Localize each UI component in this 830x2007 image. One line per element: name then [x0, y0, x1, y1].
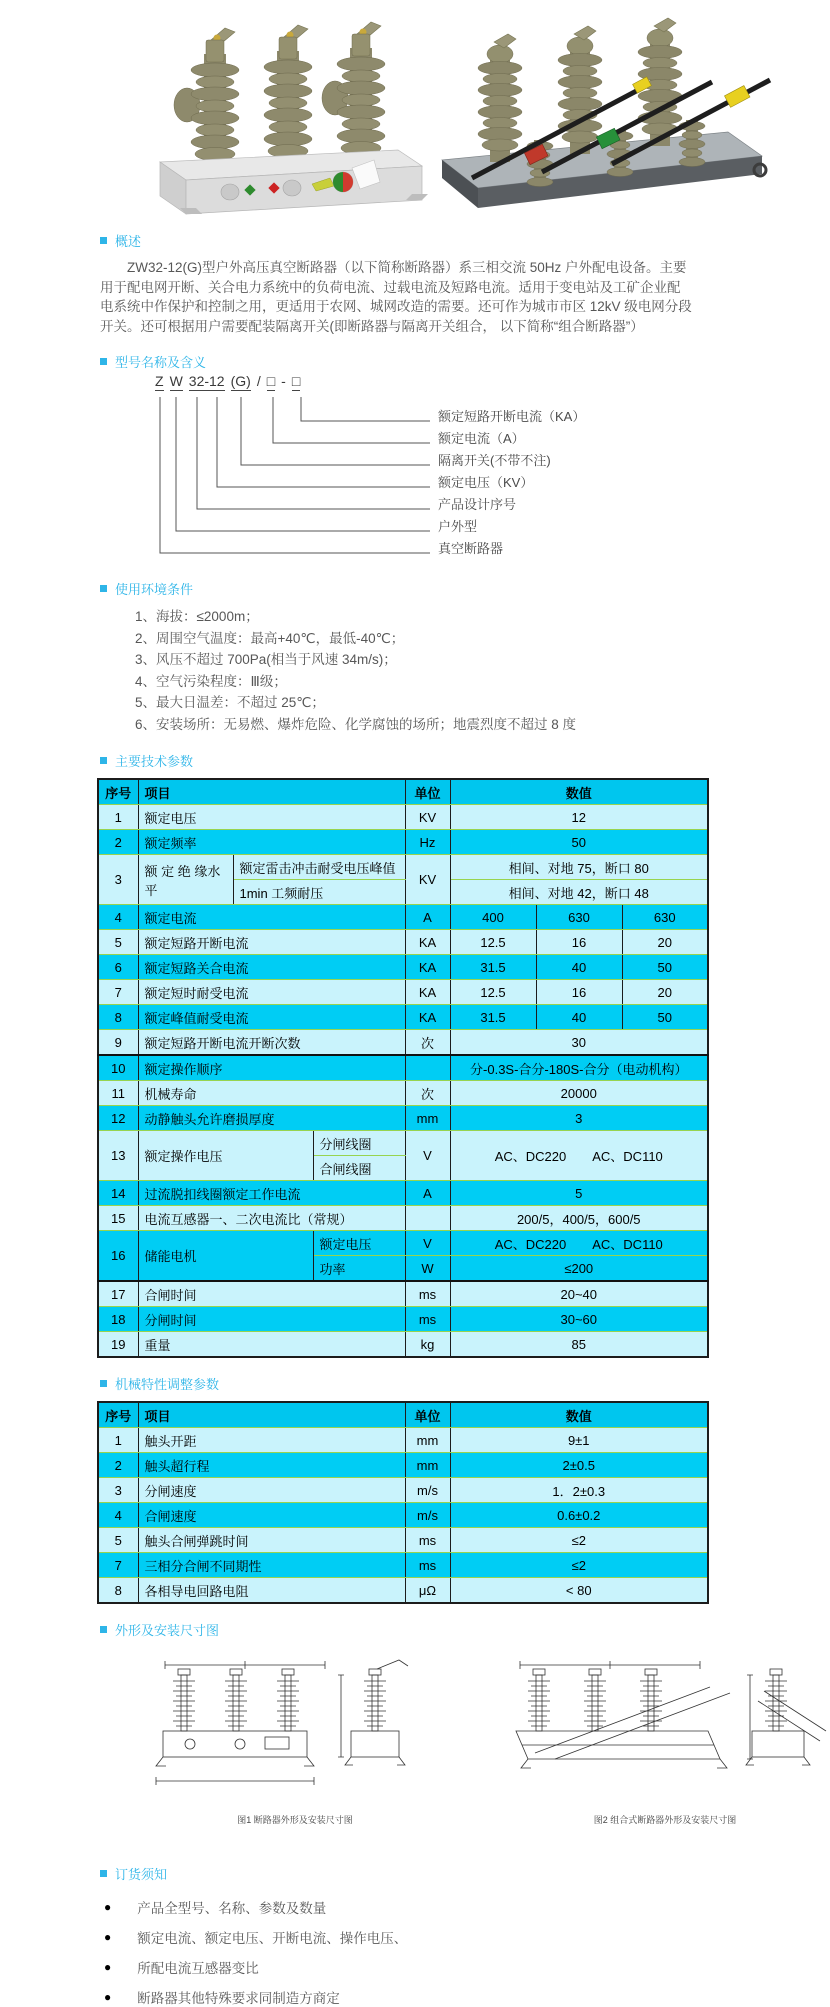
table-header-cell: 项目 — [138, 779, 405, 805]
model-label: 隔离开关(不带不注) — [438, 453, 551, 468]
table-cell: 2 — [98, 830, 138, 855]
table-cell: 19 — [98, 1332, 138, 1358]
product-photo-right — [430, 10, 778, 215]
mech-params-heading — [100, 1374, 793, 1393]
table-cell: 触头超行程 — [138, 1453, 405, 1478]
table-cell: 1 — [98, 805, 138, 830]
table-cell: 20000 — [450, 1081, 708, 1106]
table-cell: 各相导电回路电阻 — [138, 1578, 405, 1604]
ordering-item — [104, 1927, 793, 1947]
model-heading-label: 型号名称及含义 — [115, 355, 207, 370]
table-cell: ms — [405, 1553, 450, 1578]
table-cell: W — [405, 1256, 450, 1282]
table-cell: 9 — [98, 1030, 138, 1056]
table-cell: 7 — [98, 1553, 138, 1578]
section-bullet-icon — [100, 585, 107, 592]
table-cell: 10 — [98, 1055, 138, 1081]
model-code-part: / — [256, 373, 261, 389]
table-cell: 200/5，400/5，600/5 — [450, 1206, 708, 1231]
table-cell: KA — [405, 980, 450, 1005]
model-label: 额定电压（KV） — [438, 475, 534, 490]
table-cell: 20 — [622, 930, 708, 955]
dimension-drawing-1 — [145, 1657, 445, 1826]
ordering-item-label: 断路器其他特殊要求同制造方商定 — [137, 1991, 340, 2006]
environment-item: 4、空气污染程度：Ⅲ级； — [135, 673, 287, 689]
table-cell: 重量 — [138, 1332, 405, 1358]
table-cell: AC、DC220 AC、DC110 — [450, 1131, 708, 1181]
table-cell: KA — [405, 930, 450, 955]
table-cell: ms — [405, 1307, 450, 1332]
dimensions-heading — [100, 1620, 793, 1639]
table-cell — [405, 1055, 450, 1081]
table-cell: 17 — [98, 1281, 138, 1307]
product-spec-page — [0, 10, 793, 2006]
table-cell: 额定短时耐受电流 — [138, 980, 405, 1005]
table-cell: 触头开距 — [138, 1428, 405, 1453]
table-cell: 30~60 — [450, 1307, 708, 1332]
model-connector-lines — [100, 371, 740, 563]
table-cell: 5 — [98, 1528, 138, 1553]
table-cell: 功率 — [313, 1256, 405, 1282]
table-cell: 8 — [98, 1578, 138, 1604]
table-cell: 16 — [98, 1231, 138, 1282]
bullet-icon: ● — [104, 1930, 112, 1944]
table-cell: 1min 工频耐压 — [233, 880, 405, 905]
table-cell: 相间、对地 42，断口 48 — [450, 880, 708, 905]
environment-item: 3、风压不超过 700Pa(相当于风速 34m/s)； — [135, 652, 397, 667]
environment-item: 5、最大日温差：不超过 25℃； — [135, 695, 325, 710]
table-cell: KV — [405, 805, 450, 830]
table-cell: 0.6±0.2 — [450, 1503, 708, 1528]
table-cell: 分闸速度 — [138, 1478, 405, 1503]
table-cell: KV — [405, 855, 450, 905]
table-cell: 5 — [450, 1181, 708, 1206]
table-cell: 3 — [450, 1106, 708, 1131]
table-cell: 50 — [622, 955, 708, 980]
table-cell: m/s — [405, 1503, 450, 1528]
bullet-icon: ● — [104, 1990, 112, 2004]
table-cell: 额定雷击冲击耐受电压峰值 — [233, 855, 405, 880]
ordering-heading — [100, 1864, 793, 1883]
table-cell: ≤2 — [450, 1528, 708, 1553]
product-photo-left — [130, 10, 442, 215]
table-cell: m/s — [405, 1478, 450, 1503]
table-cell: 2 — [98, 1453, 138, 1478]
environment-heading-label: 使用环境条件 — [115, 582, 194, 597]
tech-params-heading — [100, 751, 793, 770]
table-header-cell: 单位 — [405, 1402, 450, 1428]
table-cell: 机械寿命 — [138, 1081, 405, 1106]
table-cell: < 80 — [450, 1578, 708, 1604]
table-cell: 3 — [98, 855, 138, 905]
table-cell: 三相分合闸不同期性 — [138, 1553, 405, 1578]
overview-paragraph: ZW32-12(G)型户外高压真空断路器（以下简称断路器）系三相交流 50Hz 户外配电设备。主要用于配电网开断、关合电力系统中的负荷电流、过载电流及短路电流。适用于变电站及工矿企业配电系统中作保护和控制之用，更适用于农网、城网改造的需要。还可作为城市市区 12kV 级电网分段开关。还可根据用户需要配装隔离开关(即断路器与隔离开关组合， 以下简称“组合断路器”） — [100, 260, 692, 334]
table-cell: 额定电流 — [138, 905, 405, 930]
table-cell: 18 — [98, 1307, 138, 1332]
table-cell: 额定电压 — [313, 1231, 405, 1256]
table-cell: 次 — [405, 1081, 450, 1106]
table-cell: AC、DC220 AC、DC110 — [450, 1231, 708, 1256]
table-cell: 4 — [98, 905, 138, 930]
table-cell: 8 — [98, 1005, 138, 1030]
table-cell: 1．2±0.3 — [450, 1478, 708, 1503]
table-cell: ≤2 — [450, 1553, 708, 1578]
table-cell: 电流互感器一、二次电流比（常规） — [138, 1206, 405, 1231]
breaker-outline-drawing — [145, 1657, 445, 1805]
ordering-item-label: 所配电流互感器变比 — [137, 1961, 259, 1976]
tech-params-table — [97, 778, 709, 1358]
table-cell: 触头合闸弹跳时间 — [138, 1528, 405, 1553]
mech-params-table — [97, 1401, 709, 1604]
table-cell: 30 — [450, 1030, 708, 1056]
model-label: 真空断路器 — [438, 541, 504, 556]
table-cell: 过流脱扣线圈额定工作电流 — [138, 1181, 405, 1206]
table-cell: 分闸线圈 — [313, 1131, 405, 1156]
table-cell: 1 — [98, 1428, 138, 1453]
table-cell: Hz — [405, 830, 450, 855]
table-cell: 5 — [98, 930, 138, 955]
table-cell: 14 — [98, 1181, 138, 1206]
table-cell: 16 — [536, 980, 622, 1005]
table-cell: 13 — [98, 1131, 138, 1181]
table-cell: 额定峰值耐受电流 — [138, 1005, 405, 1030]
table-cell: 31.5 — [450, 1005, 536, 1030]
section-bullet-icon — [100, 757, 107, 764]
model-heading — [100, 352, 793, 371]
table-cell: 额定短路开断电流开断次数 — [138, 1030, 405, 1056]
environment-list — [135, 606, 793, 735]
ordering-item — [104, 1957, 793, 1977]
table-cell: 11 — [98, 1081, 138, 1106]
table-cell: 次 — [405, 1030, 450, 1056]
table-header-cell: 数值 — [450, 1402, 708, 1428]
section-bullet-icon — [100, 1870, 107, 1877]
table-cell: 15 — [98, 1206, 138, 1231]
table-cell: 合闸线圈 — [313, 1156, 405, 1181]
table-cell: 4 — [98, 1503, 138, 1528]
table-cell: 85 — [450, 1332, 708, 1358]
table-cell: 额定短路关合电流 — [138, 955, 405, 980]
table-cell: 20 — [622, 980, 708, 1005]
drawing-caption: 图2 组合式断路器外形及安装尺寸图 — [593, 1815, 737, 1825]
model-designation-diagram — [100, 371, 760, 563]
overview-heading-label: 概述 — [115, 234, 142, 249]
model-code-part: W — [169, 373, 183, 389]
ordering-item-label: 额定电流、额定电压、开断电流、操作电压、 — [137, 1931, 408, 1946]
table-cell: 分闸时间 — [138, 1307, 405, 1332]
table-cell: 6 — [98, 955, 138, 980]
table-cell: 储能电机 — [138, 1231, 313, 1282]
table-cell: 40 — [536, 1005, 622, 1030]
table-cell: 12 — [98, 1106, 138, 1131]
model-label: 产品设计序号 — [438, 497, 517, 512]
ordering-item — [104, 1987, 793, 2007]
table-cell: ms — [405, 1281, 450, 1307]
table-cell: mm — [405, 1106, 450, 1131]
dimension-drawings — [145, 1657, 793, 1826]
table-cell: 50 — [622, 1005, 708, 1030]
table-cell: 2±0.5 — [450, 1453, 708, 1478]
table-cell: 分-0.3S-合分-180S-合分（电动机构） — [450, 1055, 708, 1081]
table-cell: 3 — [98, 1478, 138, 1503]
table-cell: 400 — [450, 905, 536, 930]
table-cell: 9±1 — [450, 1428, 708, 1453]
section-bullet-icon — [100, 1626, 107, 1633]
table-cell: 额定频率 — [138, 830, 405, 855]
overview-heading — [100, 231, 793, 250]
table-header-cell: 项目 — [138, 1402, 405, 1428]
mech-params-heading-label: 机械特性调整参数 — [115, 1377, 220, 1392]
model-code-part: (G) — [230, 373, 251, 389]
table-header-cell: 序号 — [98, 779, 138, 805]
ordering-heading-label: 订货须知 — [115, 1867, 168, 1882]
table-cell: 12.5 — [450, 980, 536, 1005]
table-cell: μΩ — [405, 1578, 450, 1604]
model-code-part: 32-12 — [188, 373, 225, 389]
model-code-part: Z — [155, 373, 164, 389]
tech-params-heading-label: 主要技术参数 — [115, 754, 194, 769]
table-cell: 40 — [536, 955, 622, 980]
model-label: 户外型 — [438, 519, 478, 534]
table-header-cell: 数值 — [450, 779, 708, 805]
environment-heading — [100, 579, 793, 598]
table-cell: 50 — [450, 830, 708, 855]
drawing-caption: 图1 断路器外形及安装尺寸图 — [237, 1815, 353, 1825]
table-cell: 额 定 绝 缘水平 — [138, 855, 233, 905]
table-cell: ≤200 — [450, 1256, 708, 1282]
table-cell: A — [405, 905, 450, 930]
dimensions-heading-label: 外形及安装尺寸图 — [115, 1623, 220, 1638]
table-cell: 动静触头允许磨损厚度 — [138, 1106, 405, 1131]
dimension-drawing-2 — [500, 1657, 830, 1826]
table-cell: ms — [405, 1528, 450, 1553]
table-cell: V — [405, 1131, 450, 1181]
table-cell: 630 — [622, 905, 708, 930]
combined-breaker-outline-drawing — [500, 1657, 830, 1805]
table-header-cell: 序号 — [98, 1402, 138, 1428]
environment-item: 2、周围空气温度：最高+40℃，最低-40℃； — [135, 630, 405, 646]
table-cell: 12 — [450, 805, 708, 830]
model-label: 额定电流（A） — [438, 431, 525, 446]
table-cell: V — [405, 1231, 450, 1256]
table-cell: 额定短路开断电流 — [138, 930, 405, 955]
table-cell: 合闸时间 — [138, 1281, 405, 1307]
table-cell: 合闸速度 — [138, 1503, 405, 1528]
table-cell: 额定电压 — [138, 805, 405, 830]
bullet-icon: ● — [104, 1960, 112, 1974]
model-code-part placeholder-box: □ — [291, 373, 301, 389]
product-photos — [130, 10, 793, 215]
table-cell: 相间、对地 75，断口 80 — [450, 855, 708, 880]
table-header-cell: 单位 — [405, 779, 450, 805]
table-cell: kg — [405, 1332, 450, 1358]
ordering-list — [104, 1897, 793, 2007]
table-cell: 20~40 — [450, 1281, 708, 1307]
table-cell: 31.5 — [450, 955, 536, 980]
table-cell: 额定操作电压 — [138, 1131, 313, 1181]
ordering-item — [104, 1897, 793, 1917]
section-bullet-icon — [100, 358, 107, 365]
model-code-part placeholder-box: □ — [266, 373, 276, 389]
section-bullet-icon — [100, 237, 107, 244]
table-cell: 7 — [98, 980, 138, 1005]
section-bullet-icon — [100, 1380, 107, 1387]
environment-item: 1、海拔：≤2000m； — [135, 609, 259, 624]
table-cell: A — [405, 1181, 450, 1206]
table-cell: 12.5 — [450, 930, 536, 955]
table-cell: mm — [405, 1428, 450, 1453]
ordering-item-label: 产品全型号、名称、参数及数量 — [137, 1901, 327, 1916]
table-cell: KA — [405, 1005, 450, 1030]
table-cell: KA — [405, 955, 450, 980]
model-code-part: - — [281, 373, 286, 389]
table-cell — [405, 1206, 450, 1231]
table-cell: 630 — [536, 905, 622, 930]
table-cell: 16 — [536, 930, 622, 955]
model-label: 额定短路开断电流（KA） — [438, 409, 586, 424]
environment-item: 6、安装场所：无易燃、爆炸危险、化学腐蚀的场所；地震烈度不超过 8 度 — [135, 716, 577, 732]
table-cell: 额定操作顺序 — [138, 1055, 405, 1081]
table-cell: mm — [405, 1453, 450, 1478]
bullet-icon: ● — [104, 1900, 112, 1914]
